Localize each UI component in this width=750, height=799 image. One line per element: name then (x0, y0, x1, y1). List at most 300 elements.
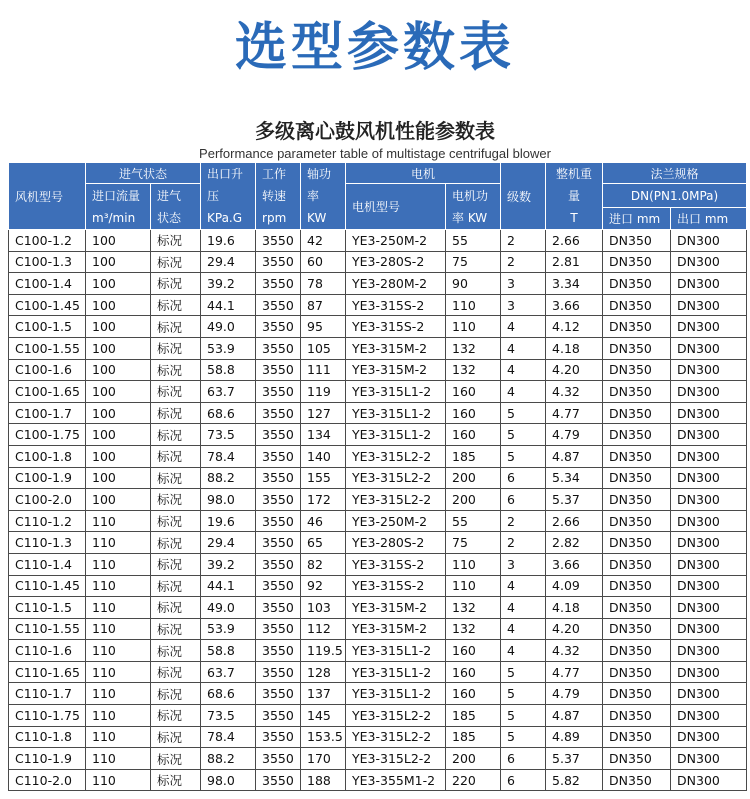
cell-weight: 4.77 (546, 661, 603, 683)
cell-motor-power: 160 (446, 402, 501, 424)
cell-motor-model: YE3-280S-2 (346, 532, 446, 554)
cell-inlet: DN350 (603, 705, 671, 727)
cell-motor-power: 90 (446, 273, 501, 295)
cell-shaft-power: 153.5 (301, 726, 346, 748)
cell-speed: 3550 (256, 769, 301, 791)
cell-intake-cond: 标况 (151, 337, 201, 359)
cell-motor-power: 160 (446, 683, 501, 705)
cell-inlet: DN350 (603, 553, 671, 575)
cell-motor-power: 110 (446, 575, 501, 597)
cell-stages: 6 (501, 467, 546, 489)
table-row (9, 424, 747, 446)
cell-shaft-power: 188 (301, 769, 346, 791)
cell-inlet: DN350 (603, 381, 671, 403)
cell-weight: 4.87 (546, 705, 603, 727)
cell-shaft-power: 42 (301, 230, 346, 252)
cell-motor-power: 55 (446, 230, 501, 252)
cell-motor-model: YE3-315L2-2 (346, 489, 446, 511)
cell-motor-power: 200 (446, 467, 501, 489)
cell-intake-flow: 100 (86, 294, 151, 316)
cell-inlet: DN350 (603, 683, 671, 705)
table-row (9, 532, 747, 554)
cell-outlet-pressure: 49.0 (201, 597, 256, 619)
cell-intake-flow: 110 (86, 532, 151, 554)
table-row (9, 726, 747, 748)
parameter-table (8, 162, 747, 791)
cell-motor-model: YE3-315L2-2 (346, 445, 446, 467)
cell-speed: 3550 (256, 424, 301, 446)
cell-motor-power: 200 (446, 489, 501, 511)
cell-shaft-power: 119 (301, 381, 346, 403)
cell-motor-model: YE3-315M-2 (346, 618, 446, 640)
cell-weight: 5.34 (546, 467, 603, 489)
cell-inlet: DN350 (603, 251, 671, 273)
cell-outlet: DN300 (671, 467, 747, 489)
table-row (9, 769, 747, 791)
table-row (9, 575, 747, 597)
cell-intake-flow: 110 (86, 769, 151, 791)
header-outlet-pressure: 出口升 压 KPa.G (201, 163, 256, 230)
cell-outlet-pressure: 63.7 (201, 381, 256, 403)
cell-weight: 5.37 (546, 489, 603, 511)
cell-model: C110-1.45 (9, 575, 86, 597)
cell-speed: 3550 (256, 402, 301, 424)
cell-outlet-pressure: 98.0 (201, 769, 256, 791)
cell-motor-power: 75 (446, 532, 501, 554)
cell-model: C110-1.5 (9, 597, 86, 619)
cell-shaft-power: 134 (301, 424, 346, 446)
cell-inlet: DN350 (603, 359, 671, 381)
table-row (9, 402, 747, 424)
cell-intake-flow: 100 (86, 381, 151, 403)
cell-speed: 3550 (256, 575, 301, 597)
cell-intake-cond: 标况 (151, 294, 201, 316)
cell-motor-model: YE3-355M1-2 (346, 769, 446, 791)
cell-motor-power: 110 (446, 316, 501, 338)
cell-outlet: DN300 (671, 251, 747, 273)
cell-intake-cond: 标况 (151, 618, 201, 640)
header-outlet: 出口 mm (671, 208, 747, 230)
cell-outlet-pressure: 88.2 (201, 748, 256, 770)
header-flange-standard: DN(PN1.0MPa) (603, 184, 747, 208)
cell-intake-cond: 标况 (151, 661, 201, 683)
cell-speed: 3550 (256, 316, 301, 338)
cell-outlet: DN300 (671, 726, 747, 748)
cell-outlet: DN300 (671, 683, 747, 705)
cell-stages: 4 (501, 381, 546, 403)
table-row (9, 640, 747, 662)
table-row (9, 381, 747, 403)
cell-shaft-power: 140 (301, 445, 346, 467)
cell-intake-cond: 标况 (151, 381, 201, 403)
cell-intake-flow: 100 (86, 402, 151, 424)
cell-motor-power: 160 (446, 661, 501, 683)
cell-motor-power: 185 (446, 726, 501, 748)
cell-intake-flow: 110 (86, 640, 151, 662)
header-intake-cond: 进气 状态 (151, 184, 201, 230)
cell-intake-flow: 110 (86, 705, 151, 727)
cell-speed: 3550 (256, 510, 301, 532)
cell-speed: 3550 (256, 553, 301, 575)
table-header (9, 163, 747, 230)
cell-speed: 3550 (256, 705, 301, 727)
cell-outlet: DN300 (671, 489, 747, 511)
table-row (9, 273, 747, 295)
cell-motor-power: 185 (446, 705, 501, 727)
table-row (9, 337, 747, 359)
cell-model: C100-1.6 (9, 359, 86, 381)
cell-model: C100-1.75 (9, 424, 86, 446)
cell-motor-model: YE3-315M-2 (346, 337, 446, 359)
cell-intake-flow: 100 (86, 467, 151, 489)
cell-shaft-power: 170 (301, 748, 346, 770)
cell-intake-flow: 110 (86, 618, 151, 640)
table-row (9, 683, 747, 705)
cell-weight: 3.34 (546, 273, 603, 295)
header-intake-flow: 进口流量 m³/min (86, 184, 151, 230)
table-row (9, 294, 747, 316)
header-intake-state: 进气状态 (86, 163, 201, 184)
cell-stages: 4 (501, 575, 546, 597)
header-motor-model: 电机型号 (346, 184, 446, 230)
cell-weight: 4.18 (546, 597, 603, 619)
cell-outlet-pressure: 29.4 (201, 251, 256, 273)
header-model: 风机型号 (9, 163, 86, 230)
cell-intake-flow: 100 (86, 316, 151, 338)
cell-stages: 6 (501, 489, 546, 511)
cell-outlet-pressure: 44.1 (201, 294, 256, 316)
page-title: 选型参数表 (234, 18, 515, 78)
cell-intake-flow: 100 (86, 251, 151, 273)
cell-inlet: DN350 (603, 769, 671, 791)
table-row (9, 748, 747, 770)
cell-model: C110-1.8 (9, 726, 86, 748)
cell-intake-cond: 标况 (151, 726, 201, 748)
header-flange: 法兰规格 (603, 163, 747, 184)
cell-outlet: DN300 (671, 510, 747, 532)
cell-weight: 4.79 (546, 424, 603, 446)
cell-outlet-pressure: 98.0 (201, 489, 256, 511)
cell-motor-model: YE3-280M-2 (346, 273, 446, 295)
cell-speed: 3550 (256, 726, 301, 748)
cell-intake-cond: 标况 (151, 575, 201, 597)
table-row (9, 489, 747, 511)
cell-shaft-power: 103 (301, 597, 346, 619)
cell-stages: 3 (501, 553, 546, 575)
cell-outlet: DN300 (671, 445, 747, 467)
cell-inlet: DN350 (603, 597, 671, 619)
cell-outlet-pressure: 78.4 (201, 726, 256, 748)
cell-speed: 3550 (256, 467, 301, 489)
cell-inlet: DN350 (603, 532, 671, 554)
cell-outlet: DN300 (671, 230, 747, 252)
cell-weight: 4.87 (546, 445, 603, 467)
cell-stages: 5 (501, 424, 546, 446)
cell-inlet: DN350 (603, 467, 671, 489)
cell-motor-power: 55 (446, 510, 501, 532)
cell-speed: 3550 (256, 251, 301, 273)
cell-stages: 4 (501, 337, 546, 359)
cell-weight: 2.81 (546, 251, 603, 273)
cell-model: C110-1.55 (9, 618, 86, 640)
cell-shaft-power: 112 (301, 618, 346, 640)
cell-stages: 3 (501, 294, 546, 316)
cell-speed: 3550 (256, 445, 301, 467)
cell-outlet: DN300 (671, 273, 747, 295)
cell-outlet: DN300 (671, 532, 747, 554)
cell-stages: 5 (501, 445, 546, 467)
cell-outlet-pressure: 53.9 (201, 337, 256, 359)
cell-intake-flow: 110 (86, 510, 151, 532)
cell-model: C110-1.75 (9, 705, 86, 727)
cell-stages: 5 (501, 726, 546, 748)
cell-stages: 4 (501, 359, 546, 381)
cell-model: C110-1.7 (9, 683, 86, 705)
cell-model: C110-1.2 (9, 510, 86, 532)
cell-stages: 2 (501, 230, 546, 252)
cell-outlet: DN300 (671, 553, 747, 575)
cell-motor-power: 160 (446, 424, 501, 446)
cell-shaft-power: 87 (301, 294, 346, 316)
table-body (9, 230, 747, 791)
cell-motor-model: YE3-315S-2 (346, 316, 446, 338)
cell-inlet: DN350 (603, 316, 671, 338)
cell-motor-power: 185 (446, 445, 501, 467)
cell-motor-model: YE3-315L1-2 (346, 661, 446, 683)
cell-speed: 3550 (256, 683, 301, 705)
cell-weight: 5.82 (546, 769, 603, 791)
cell-inlet: DN350 (603, 618, 671, 640)
cell-shaft-power: 172 (301, 489, 346, 511)
cell-inlet: DN350 (603, 640, 671, 662)
cell-motor-model: YE3-315S-2 (346, 553, 446, 575)
cell-intake-flow: 100 (86, 230, 151, 252)
cell-model: C100-1.45 (9, 294, 86, 316)
header-weight: 整机重 量 T (546, 163, 603, 230)
cell-model: C110-1.3 (9, 532, 86, 554)
cell-motor-model: YE3-315L1-2 (346, 424, 446, 446)
cell-shaft-power: 128 (301, 661, 346, 683)
cell-weight: 3.66 (546, 294, 603, 316)
cell-stages: 4 (501, 316, 546, 338)
cell-intake-flow: 110 (86, 553, 151, 575)
cell-shaft-power: 92 (301, 575, 346, 597)
cell-outlet: DN300 (671, 575, 747, 597)
cell-motor-model: YE3-315L2-2 (346, 467, 446, 489)
cell-shaft-power: 95 (301, 316, 346, 338)
cell-outlet: DN300 (671, 359, 747, 381)
cell-outlet-pressure: 88.2 (201, 467, 256, 489)
cell-speed: 3550 (256, 618, 301, 640)
cell-intake-cond: 标况 (151, 230, 201, 252)
cell-motor-model: YE3-315L1-2 (346, 683, 446, 705)
cell-model: C110-1.4 (9, 553, 86, 575)
cell-intake-flow: 100 (86, 489, 151, 511)
header-motor: 电机 (346, 163, 501, 184)
cell-shaft-power: 46 (301, 510, 346, 532)
cell-model: C110-1.6 (9, 640, 86, 662)
cell-motor-model: YE3-315M-2 (346, 597, 446, 619)
cell-outlet-pressure: 73.5 (201, 424, 256, 446)
cell-motor-power: 160 (446, 381, 501, 403)
cell-weight: 4.09 (546, 575, 603, 597)
header-motor-power: 电机功 率 KW (446, 184, 501, 230)
cell-motor-power: 132 (446, 359, 501, 381)
cell-outlet-pressure: 58.8 (201, 359, 256, 381)
cell-motor-model: YE3-315L1-2 (346, 640, 446, 662)
cell-motor-power: 200 (446, 748, 501, 770)
cell-inlet: DN350 (603, 230, 671, 252)
cell-intake-flow: 100 (86, 273, 151, 295)
table-row (9, 618, 747, 640)
cell-outlet-pressure: 68.6 (201, 683, 256, 705)
cell-shaft-power: 82 (301, 553, 346, 575)
cell-intake-cond: 标况 (151, 532, 201, 554)
table-row (9, 661, 747, 683)
cell-shaft-power: 78 (301, 273, 346, 295)
cell-outlet: DN300 (671, 381, 747, 403)
cell-outlet: DN300 (671, 640, 747, 662)
cell-motor-power: 110 (446, 294, 501, 316)
cell-outlet-pressure: 58.8 (201, 640, 256, 662)
cell-stages: 5 (501, 683, 546, 705)
cell-model: C100-1.2 (9, 230, 86, 252)
cell-inlet: DN350 (603, 424, 671, 446)
cell-outlet-pressure: 39.2 (201, 553, 256, 575)
cell-outlet-pressure: 53.9 (201, 618, 256, 640)
table-row (9, 230, 747, 252)
cell-stages: 2 (501, 251, 546, 273)
cell-intake-cond: 标况 (151, 359, 201, 381)
cell-stages: 6 (501, 748, 546, 770)
cell-weight: 4.20 (546, 359, 603, 381)
cell-speed: 3550 (256, 337, 301, 359)
cell-speed: 3550 (256, 273, 301, 295)
cell-inlet: DN350 (603, 748, 671, 770)
cell-intake-cond: 标况 (151, 316, 201, 338)
table-row (9, 510, 747, 532)
cell-motor-power: 132 (446, 597, 501, 619)
cell-stages: 5 (501, 705, 546, 727)
cell-model: C110-1.9 (9, 748, 86, 770)
cell-intake-flow: 100 (86, 445, 151, 467)
cell-inlet: DN350 (603, 294, 671, 316)
cell-intake-cond: 标况 (151, 597, 201, 619)
cell-intake-flow: 110 (86, 726, 151, 748)
cell-model: C100-1.3 (9, 251, 86, 273)
cell-outlet-pressure: 39.2 (201, 273, 256, 295)
cell-speed: 3550 (256, 748, 301, 770)
cell-model: C110-1.65 (9, 661, 86, 683)
table-row (9, 553, 747, 575)
cell-inlet: DN350 (603, 402, 671, 424)
cell-stages: 2 (501, 532, 546, 554)
cell-outlet: DN300 (671, 597, 747, 619)
cell-intake-cond: 标况 (151, 640, 201, 662)
cell-motor-model: YE3-315L1-2 (346, 381, 446, 403)
cell-motor-model: YE3-315L1-2 (346, 402, 446, 424)
cell-outlet: DN300 (671, 769, 747, 791)
cell-intake-cond: 标况 (151, 251, 201, 273)
cell-model: C100-1.9 (9, 467, 86, 489)
cell-outlet: DN300 (671, 294, 747, 316)
cell-speed: 3550 (256, 661, 301, 683)
cell-motor-power: 75 (446, 251, 501, 273)
cell-weight: 3.66 (546, 553, 603, 575)
cell-motor-model: YE3-280S-2 (346, 251, 446, 273)
cell-speed: 3550 (256, 230, 301, 252)
cell-outlet-pressure: 19.6 (201, 510, 256, 532)
cell-inlet: DN350 (603, 726, 671, 748)
cell-intake-cond: 标况 (151, 769, 201, 791)
cell-model: C100-1.65 (9, 381, 86, 403)
cell-model: C110-2.0 (9, 769, 86, 791)
cell-outlet-pressure: 19.6 (201, 230, 256, 252)
table-row (9, 705, 747, 727)
cell-intake-cond: 标况 (151, 553, 201, 575)
cell-speed: 3550 (256, 381, 301, 403)
header-stages: 级数 (501, 163, 546, 230)
cell-shaft-power: 60 (301, 251, 346, 273)
cell-intake-flow: 110 (86, 661, 151, 683)
cell-outlet: DN300 (671, 316, 747, 338)
cell-intake-flow: 110 (86, 575, 151, 597)
cell-intake-cond: 标况 (151, 748, 201, 770)
cell-motor-power: 220 (446, 769, 501, 791)
cell-speed: 3550 (256, 294, 301, 316)
cell-shaft-power: 111 (301, 359, 346, 381)
cell-weight: 4.20 (546, 618, 603, 640)
cell-model: C100-1.5 (9, 316, 86, 338)
cell-intake-cond: 标况 (151, 489, 201, 511)
cell-motor-power: 132 (446, 337, 501, 359)
cell-intake-cond: 标况 (151, 402, 201, 424)
cell-intake-flow: 100 (86, 359, 151, 381)
cell-intake-cond: 标况 (151, 445, 201, 467)
cell-outlet-pressure: 63.7 (201, 661, 256, 683)
cell-intake-flow: 110 (86, 597, 151, 619)
cell-intake-flow: 100 (86, 424, 151, 446)
cell-motor-power: 132 (446, 618, 501, 640)
cell-weight: 4.32 (546, 640, 603, 662)
cell-motor-model: YE3-315S-2 (346, 575, 446, 597)
cell-intake-cond: 标况 (151, 705, 201, 727)
cell-weight: 2.66 (546, 230, 603, 252)
cell-outlet: DN300 (671, 337, 747, 359)
cell-intake-flow: 110 (86, 683, 151, 705)
cell-stages: 5 (501, 402, 546, 424)
cell-outlet: DN300 (671, 424, 747, 446)
cell-inlet: DN350 (603, 575, 671, 597)
cell-outlet: DN300 (671, 748, 747, 770)
table-row (9, 359, 747, 381)
cell-outlet-pressure: 29.4 (201, 532, 256, 554)
cell-intake-cond: 标况 (151, 424, 201, 446)
cell-inlet: DN350 (603, 273, 671, 295)
cell-stages: 4 (501, 597, 546, 619)
cell-outlet-pressure: 49.0 (201, 316, 256, 338)
cell-intake-cond: 标况 (151, 273, 201, 295)
cell-inlet: DN350 (603, 489, 671, 511)
cell-speed: 3550 (256, 489, 301, 511)
table-row (9, 251, 747, 273)
header-shaft-power: 轴功 率 KW (301, 163, 346, 230)
cell-model: C100-1.7 (9, 402, 86, 424)
cell-outlet-pressure: 73.5 (201, 705, 256, 727)
cell-stages: 4 (501, 640, 546, 662)
cell-shaft-power: 127 (301, 402, 346, 424)
cell-intake-cond: 标况 (151, 510, 201, 532)
